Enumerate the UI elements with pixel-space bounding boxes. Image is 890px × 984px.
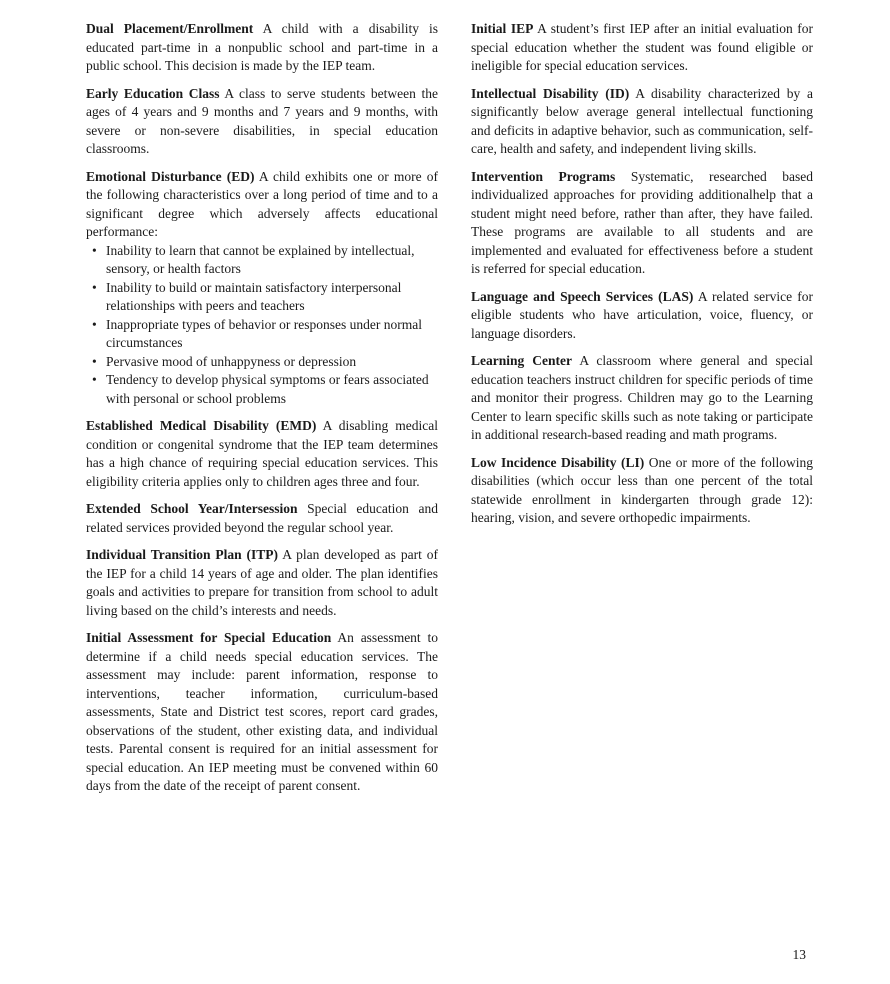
term-definition: A plan developed as part of the IEP for a child 14 years of age and older. The plan identifies goals and activities to prepare for transition from school to adult living based on the child’s interests and needs. (86, 547, 438, 618)
glossary-entry-extended-school-year (86, 500, 438, 537)
list-item: • Tendency to develop physical symptoms or fears associated with personal or school problems (90, 371, 438, 408)
term-definition: A class to serve students between the ages of 4 years and 9 months and 7 years and 9 months, with severe or non-severe disabilities, in special education classrooms. (86, 85, 438, 156)
glossary-entry-individual-transition-plan (86, 546, 438, 620)
term-definition: A related service for eligible students who have articulation, voice, fluency, or language disorders. (471, 288, 813, 341)
list-item: • Inappropriate types of behavior or responses under normal circumstances (90, 316, 438, 353)
term-label: Language and Speech Services (LAS) (471, 288, 694, 304)
term-definition: A disabling medical condition or congenital syndrome that the IEP team determines has a high chance of requiring special education services. This eligibility criteria applies only to children ages three and four. (86, 418, 438, 489)
glossary-entry-dual-placement (86, 20, 438, 76)
term-definition: A child exhibits one or more of the following characteristics over a long period of time and to a significant degree which adversely affects educational performance: (86, 168, 439, 239)
glossary-entry-initial-iep (471, 20, 813, 76)
glossary-entry-learning-center (471, 352, 813, 445)
term-definition: Systematic, researched based individualized approaches for providing additionalhelp that a student might need before, rather than after, they have failed. These programs are available to all students and are implemented and evaluated for effectiveness before a student is referred for special education. (471, 168, 814, 276)
ed-characteristics-list (86, 242, 438, 409)
term-definition: One or more of the following disabilities (which occur less than one percent of the total statewide enrollment in kindergarten through grade 12): hearing, vision, and severe orthopedic impairments. (471, 454, 814, 525)
term-definition: A student’s first IEP after an initial evaluation for special education whether the student was found eligible or ineligible for special education services. (471, 21, 813, 73)
two-column-layout (86, 20, 838, 805)
term-definition: A disability characterized by a significantly below average general intellectual functioning and deficits in adaptive behavior, such as communication, self-care, health and safety, and independent living skills. (471, 85, 813, 156)
term-label: Dual Placement/Enrollment (86, 21, 254, 36)
glossary-entry-established-medical-disability (86, 417, 438, 491)
glossary-entry-intervention-programs (471, 168, 813, 279)
left-column (86, 20, 438, 805)
term-definition: Special education and related services provided beyond the regular school year. (86, 501, 438, 535)
term-label: Emotional Disturbance (ED) (86, 168, 255, 184)
term-label: Early Education Class (86, 85, 220, 101)
term-label: Initial IEP (471, 21, 534, 36)
list-item: • Inability to build or maintain satisfactory interpersonal relationships with peers and teachers (90, 279, 438, 316)
glossary-entry-language-speech-services (471, 288, 813, 344)
glossary-entry-low-incidence-disability (471, 454, 813, 528)
term-label: Established Medical Disability (EMD) (86, 418, 317, 433)
term-definition: A classroom where general and special education teachers instruct children for specific periods of time and monitor their progress. Children may go to the Learning Center to learn specific skills such as note taking or participate in additional research-based reading and math programs. (471, 353, 813, 442)
glossary-entry-intellectual-disability (471, 85, 813, 159)
page-number: 13 (792, 946, 806, 962)
term-label: Learning Center (471, 353, 573, 368)
term-label: Individual Transition Plan (ITP) (86, 547, 279, 562)
list-item: • Pervasive mood of unhappyness or depression (90, 353, 438, 372)
term-definition: An assessment to determine if a child needs special education services. The assessment may include: parent information, response to interventions, teacher information, curriculum-based assessments, State and District test scores, report card grades, observations of the student, other existing data, and individual tests. Parental consent is required for an initial assessment for special education. An IEP meeting must be convened within 60 days from the date of the receipt of parent consent. (86, 630, 438, 793)
term-label: Initial Assessment for Special Education (86, 630, 332, 645)
term-label: Intellectual Disability (ID) (471, 85, 630, 101)
glossary-entry-initial-assessment (86, 629, 438, 796)
list-item: • Inability to learn that cannot be explained by intellectual, sensory, or health factors (90, 242, 438, 279)
term-label: Low Incidence Disability (LI) (471, 454, 645, 470)
right-column (471, 20, 813, 805)
term-label: Intervention Programs (471, 168, 616, 184)
term-definition: A child with a disability is educated part-time in a nonpublic school and part-time in a public school. This decision is made by the IEP team. (86, 21, 439, 73)
glossary-entry-emotional-disturbance (86, 168, 438, 409)
glossary-entry-early-education-class (86, 85, 438, 159)
term-label: Extended School Year/Intersession (86, 501, 298, 516)
